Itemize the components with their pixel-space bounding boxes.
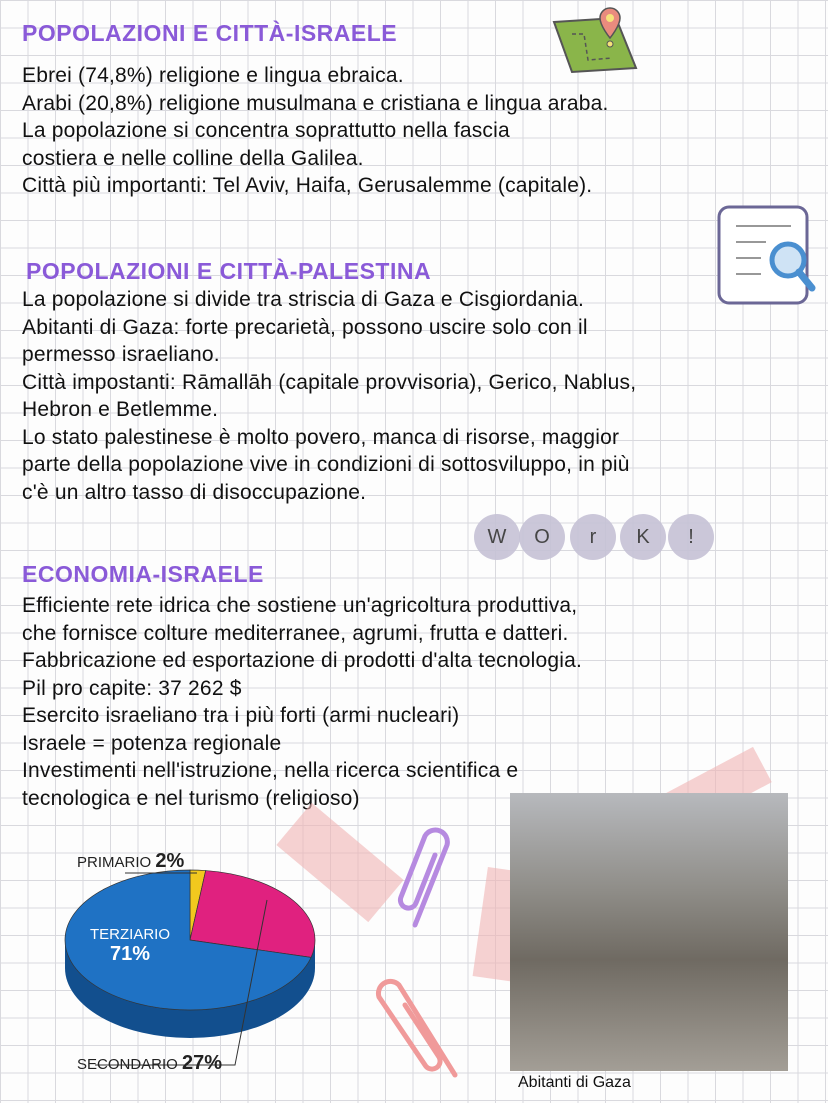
photo-caption: Abitanti di Gaza: [518, 1074, 631, 1091]
sticker-letter: !: [668, 514, 714, 560]
category-label: SECONDARIO: [77, 1056, 178, 1073]
text-line: parte della popolazione vive in condizioni di sottosviluppo, in più: [22, 453, 630, 476]
text-line: Investimenti nell'istruzione, nella ricerca scientifica e: [22, 759, 519, 782]
israele-popolazione-text: [22, 62, 609, 200]
text-line: Hebron e Betlemme.: [22, 398, 219, 421]
section-title-economia-israele: ECONOMIA-ISRAELE: [22, 561, 264, 587]
text-line: Ebrei (74,8%) religione e lingua ebraica.: [22, 64, 404, 87]
palestina-popolazione-text: [22, 286, 636, 506]
sticker-letter: O: [519, 514, 565, 560]
value-label: 27%: [182, 1052, 223, 1074]
sticker-letter: K: [620, 514, 666, 560]
text-line: Israele = potenza regionale: [22, 731, 282, 755]
text-line: Città impostanti: Rāmallāh (capitale provvisoria), Gerico, Nablus,: [22, 370, 637, 394]
text-line: Fabbricazione ed esportazione di prodotti d'alta tecnologia.: [22, 649, 583, 672]
text-line: Lo stato palestinese è molto povero, manca di risorse, maggior: [22, 425, 620, 449]
text-line: Città più importanti: Tel Aviv, Haifa, Gerusalemme (capitale).: [22, 174, 593, 197]
text-line: Pil pro capite: 37 262 $: [22, 676, 242, 700]
section-title-palestina-popolazione: POPOLAZIONI E CITTÀ-PALESTINA: [26, 258, 432, 284]
label-primario: [77, 850, 184, 873]
paperclip-icon: [395, 825, 465, 935]
text-line: Efficiente rete idrica che sostiene un'agricoltura produttiva,: [22, 594, 578, 617]
category-label: TERZIARIO: [90, 926, 171, 943]
text-line: Esercito israeliano tra i più forti (armi nucleari): [22, 704, 460, 727]
value-label: 2%: [155, 850, 185, 872]
paperclip-icon: [375, 965, 465, 1085]
text-line: tecnologica e nel turismo (religioso): [22, 786, 360, 810]
text-line: costiera e nelle colline della Galilea.: [22, 146, 364, 170]
value-label: 71%: [109, 943, 151, 965]
map-pin-icon: [550, 4, 640, 74]
document-search-icon: [716, 204, 816, 309]
text-line: La popolazione si concentra soprattutto nella fascia: [22, 119, 510, 142]
text-line: permesso israeliano.: [22, 343, 220, 366]
text-line: Abitanti di Gaza: forte precarietà, possono uscire solo con il: [22, 315, 588, 339]
text-line: c'è un altro tasso di disoccupazione.: [22, 480, 367, 504]
sticker-letter: W: [474, 514, 520, 560]
label-terziario: [90, 926, 170, 966]
category-label: PRIMARIO: [77, 854, 152, 871]
sticker-letter: r: [570, 514, 616, 560]
text-line: Arabi (20,8%) religione musulmana e cristiana e lingua araba.: [22, 91, 609, 115]
economia-israele-text: [22, 592, 582, 812]
text-line: La popolazione si divide tra striscia di Gaza e Cisgiordania.: [22, 288, 584, 311]
text-line: che fornisce colture mediterranee, agrumi, frutta e datteri.: [22, 621, 569, 645]
section-title-israele-popolazione: POPOLAZIONI E CITTÀ-ISRAELE: [22, 20, 398, 46]
label-secondario: [77, 1052, 222, 1075]
gaza-crowd-photo: [510, 793, 788, 1071]
